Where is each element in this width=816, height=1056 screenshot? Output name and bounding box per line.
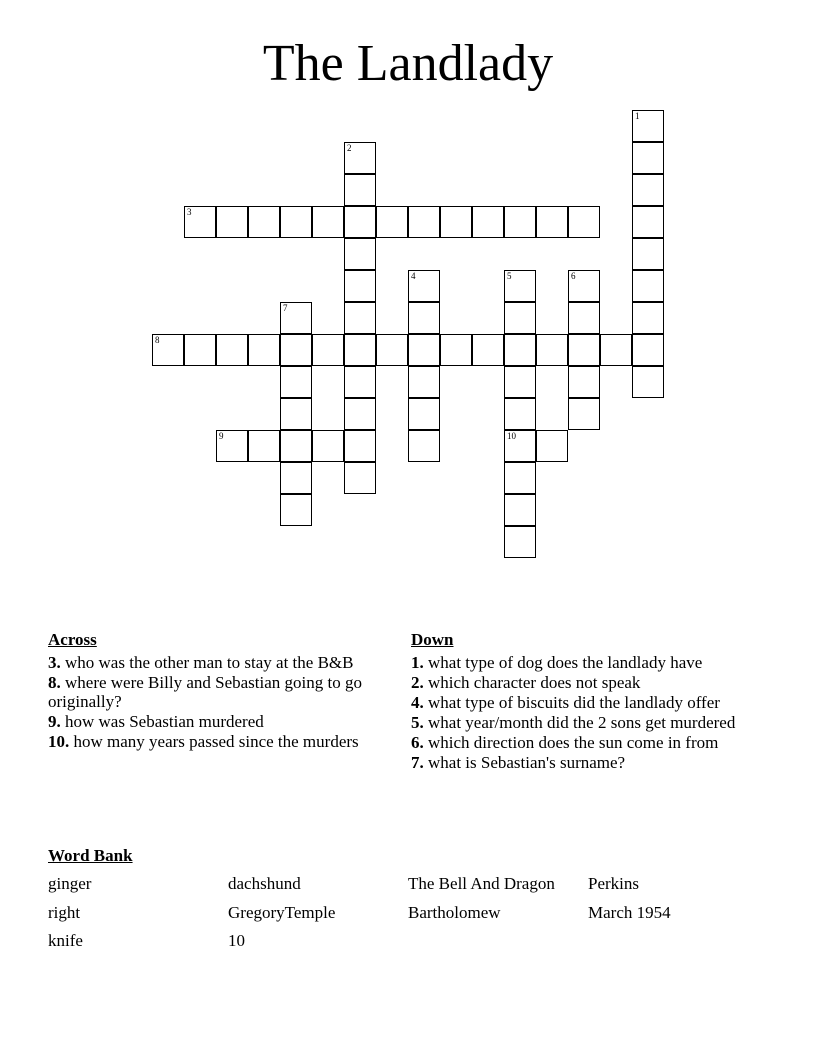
clue-number: 10. [48, 732, 70, 751]
grid-cell[interactable] [280, 302, 312, 334]
grid-cell[interactable] [632, 270, 664, 302]
word-bank-item: 10 [228, 931, 245, 950]
cell-number: 6 [571, 271, 576, 281]
clue-across-8 [48, 673, 388, 711]
grid-cell[interactable] [504, 526, 536, 558]
cell-number: 9 [219, 431, 224, 441]
grid-cell[interactable] [536, 206, 568, 238]
grid-cell[interactable] [312, 206, 344, 238]
grid-cell[interactable] [504, 366, 536, 398]
grid-cell[interactable] [344, 142, 376, 174]
clue-number: 2. [411, 673, 424, 692]
across-heading: Across [48, 630, 97, 649]
page-title: The Landlady [262, 35, 554, 92]
down-heading: Down [411, 630, 454, 649]
word-bank-heading: Word Bank [48, 846, 133, 865]
clue-text: who was the other man to stay at the B&B [65, 653, 354, 672]
grid-cell[interactable] [280, 462, 312, 494]
grid-cell[interactable] [408, 334, 440, 366]
grid-cell[interactable] [344, 398, 376, 430]
grid-cell[interactable] [376, 334, 408, 366]
clue-number: 8. [48, 673, 61, 692]
clue-number: 7. [411, 753, 424, 772]
grid-cell[interactable] [280, 398, 312, 430]
grid-cell[interactable] [568, 302, 600, 334]
grid-cell[interactable] [504, 270, 536, 302]
grid-cell[interactable] [248, 430, 280, 462]
grid-cell[interactable] [568, 398, 600, 430]
grid-cell[interactable] [472, 206, 504, 238]
grid-cell[interactable] [344, 206, 376, 238]
grid-cell[interactable] [344, 238, 376, 270]
grid-cell[interactable] [312, 430, 344, 462]
clue-number: 5. [411, 713, 424, 732]
word-bank-item: ginger [48, 874, 92, 893]
down-clues [411, 630, 751, 773]
clue-text: what type of dog does the landlady have [428, 653, 703, 672]
grid-cell[interactable] [312, 334, 344, 366]
word-bank-item: The Bell And Dragon [408, 874, 555, 893]
clue-down-1 [411, 653, 751, 672]
clue-text: which direction does the sun come in from [428, 733, 719, 752]
grid-cell[interactable] [152, 334, 184, 366]
grid-cell[interactable] [568, 334, 600, 366]
word-bank-item: knife [48, 931, 83, 950]
word-bank-item: March 1954 [588, 903, 671, 922]
grid-cell[interactable] [632, 302, 664, 334]
grid-cell[interactable] [632, 334, 664, 366]
grid-cell[interactable] [408, 398, 440, 430]
grid-cell[interactable] [632, 238, 664, 270]
grid-cell[interactable] [504, 334, 536, 366]
cell-number: 10 [507, 431, 516, 441]
clue-down-2 [411, 673, 751, 692]
cell-number: 5 [507, 271, 512, 281]
across-clues [48, 630, 388, 752]
grid-cell[interactable] [568, 270, 600, 302]
grid-cell[interactable] [408, 430, 440, 462]
grid-cell[interactable] [280, 206, 312, 238]
grid-cell[interactable] [280, 430, 312, 462]
clue-text: what year/month did the 2 sons get murdered [428, 713, 736, 732]
grid-cell[interactable] [632, 110, 664, 142]
grid-cell[interactable] [216, 334, 248, 366]
grid-cell[interactable] [632, 142, 664, 174]
word-bank-item: right [48, 903, 81, 922]
grid-cell[interactable] [280, 334, 312, 366]
clue-across-10 [48, 732, 388, 751]
grid-cell[interactable] [504, 398, 536, 430]
grid-cell[interactable] [344, 462, 376, 494]
clue-number: 4. [411, 693, 424, 712]
clue-down-5 [411, 713, 751, 732]
grid-cell[interactable] [344, 334, 376, 366]
clue-across-3 [48, 653, 388, 672]
grid-cell[interactable] [536, 334, 568, 366]
clue-number: 1. [411, 653, 424, 672]
clue-down-7 [411, 753, 751, 772]
grid-cell[interactable] [536, 430, 568, 462]
cell-number: 1 [635, 111, 640, 121]
clue-text: what is Sebastian's surname? [428, 753, 626, 772]
grid-cell[interactable] [568, 366, 600, 398]
clue-text: how was Sebastian murdered [65, 712, 264, 731]
clue-text: what type of biscuits did the landlady offer [428, 693, 720, 712]
cell-number: 7 [283, 303, 288, 313]
grid-cell[interactable] [248, 206, 280, 238]
word-bank-item: dachshund [228, 874, 301, 893]
clue-text: where were Billy and Sebastian going to go originally? [48, 673, 362, 711]
grid-cell[interactable] [248, 334, 280, 366]
grid-cell[interactable] [344, 366, 376, 398]
grid-cell[interactable] [504, 462, 536, 494]
grid-cell[interactable] [568, 206, 600, 238]
grid-cell[interactable] [504, 206, 536, 238]
grid-cell[interactable] [184, 206, 216, 238]
grid-cell[interactable] [344, 174, 376, 206]
clue-text: how many years passed since the murders [73, 732, 359, 751]
grid-cell[interactable] [280, 366, 312, 398]
cell-number: 2 [347, 143, 352, 153]
grid-cell[interactable] [440, 334, 472, 366]
clue-down-4 [411, 693, 751, 712]
clue-text: which character does not speak [428, 673, 641, 692]
grid-cell[interactable] [344, 430, 376, 462]
grid-cell[interactable] [632, 206, 664, 238]
grid-cell[interactable] [344, 302, 376, 334]
grid-cell[interactable] [216, 206, 248, 238]
word-bank-item: Bartholomew [408, 903, 501, 922]
clue-number: 6. [411, 733, 424, 752]
grid-cell[interactable] [408, 366, 440, 398]
clue-number: 3. [48, 653, 61, 672]
word-bank-item: GregoryTemple [228, 903, 336, 922]
grid-cell[interactable] [216, 430, 248, 462]
grid-cell[interactable] [632, 174, 664, 206]
grid-cell[interactable] [632, 366, 664, 398]
clue-down-6 [411, 733, 751, 752]
grid-cell[interactable] [344, 270, 376, 302]
cell-number: 3 [187, 207, 192, 217]
word-bank-item: Perkins [588, 874, 639, 893]
grid-cell[interactable] [504, 302, 536, 334]
grid-cell[interactable] [504, 494, 536, 526]
grid-cell[interactable] [408, 206, 440, 238]
grid-cell[interactable] [408, 270, 440, 302]
grid-cell[interactable] [376, 206, 408, 238]
grid-cell[interactable] [504, 430, 536, 462]
cell-number: 4 [411, 271, 416, 281]
grid-cell[interactable] [280, 494, 312, 526]
cell-number: 8 [155, 335, 160, 345]
grid-cell[interactable] [600, 334, 632, 366]
grid-cell[interactable] [408, 302, 440, 334]
clue-across-9 [48, 712, 388, 731]
grid-cell[interactable] [472, 334, 504, 366]
grid-cell[interactable] [184, 334, 216, 366]
grid-cell[interactable] [440, 206, 472, 238]
clue-number: 9. [48, 712, 61, 731]
